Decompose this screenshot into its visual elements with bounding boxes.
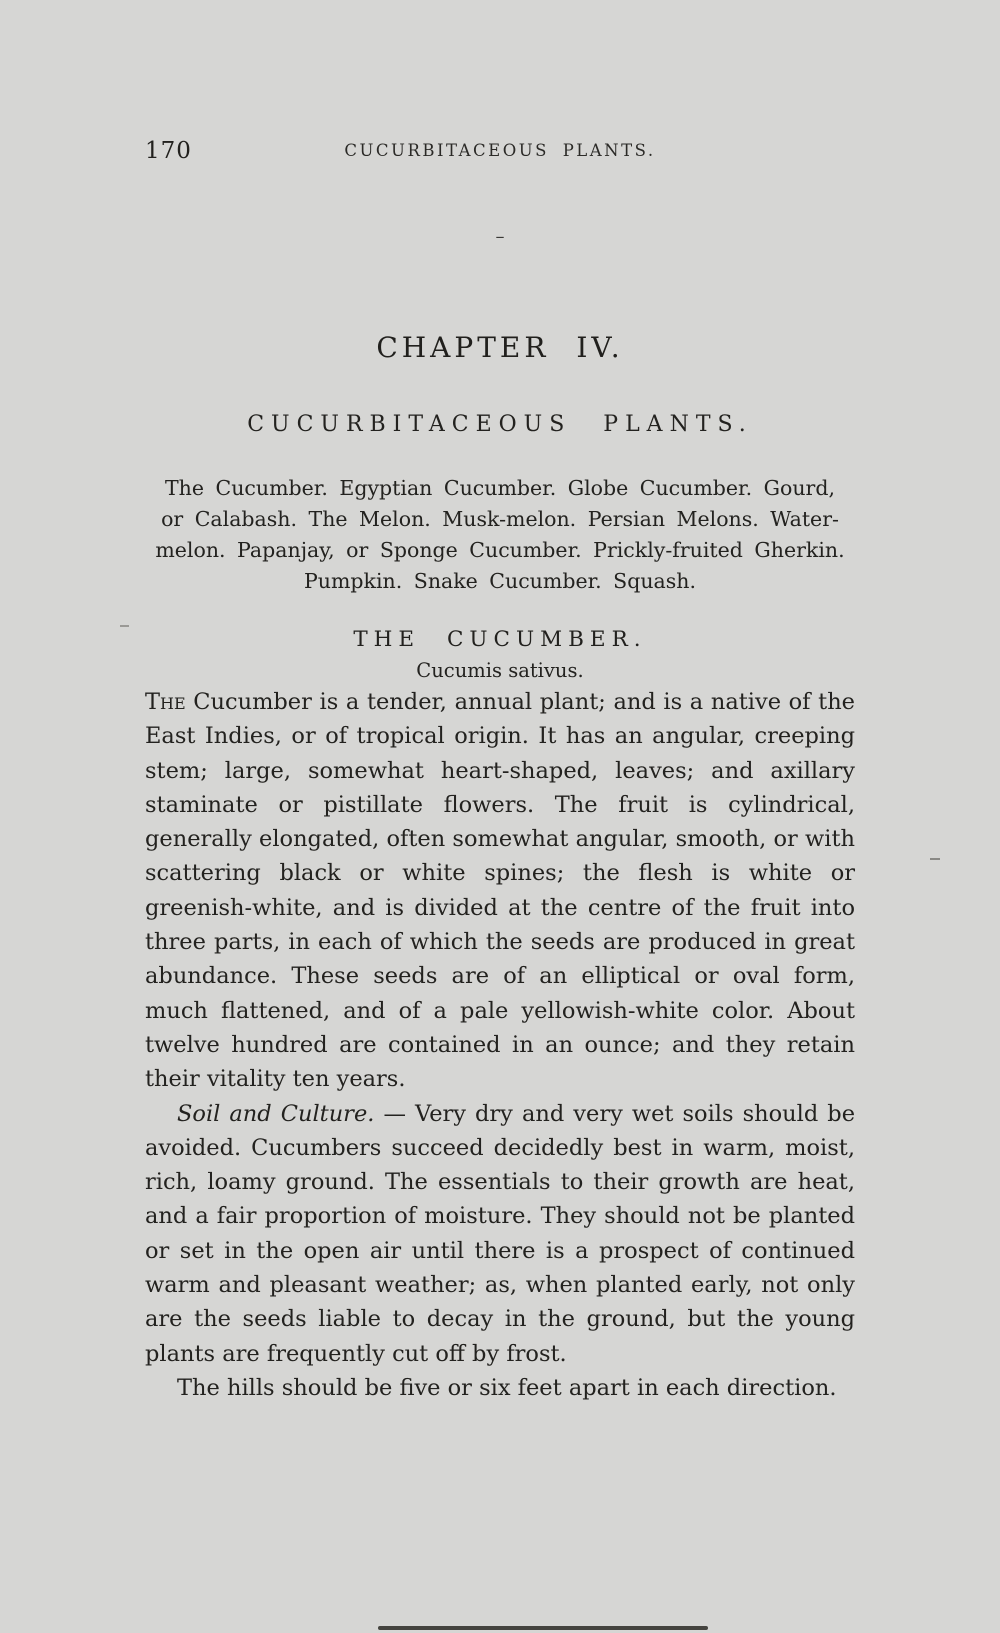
- divider-mark: –: [495, 226, 505, 247]
- paragraph-description: [145, 685, 855, 1097]
- text-column: [145, 0, 855, 1405]
- paragraph-description-text: Cucumber is a tender, annual plant; and is a native of the East Indies, or of tropical origin. It has an angular, creeping stem; large, somewhat heart-shaped, leaves; and axillary staminate or pistillate flowers. The fruit is cylindrical, generally elongated, often somewhat angular, smooth, or with scattering black or white spines; the flesh is white or greenish-white, and is divided at the centre of the fruit into three parts, in each of which the seeds are produced in great abundance. These seeds are of an elliptical or oval form, much flattened, and of a pale yellowish-white color. About twelve hundred are contained in an ounce; and they retain their vitality ten years.: [145, 689, 855, 1093]
- section-title: THE CUCUMBER.: [353, 627, 647, 652]
- paragraph-hills: The hills should be five or six feet apart in each direction.: [177, 1374, 837, 1401]
- scan-artifact-right: [930, 858, 940, 860]
- chapter-contents-list: The Cucumber. Egyptian Cucumber. Globe Cucumber. Gourd, or Calabash. The Melon. Musk-melon. Persian Melons. Water-melon. Papanjay, or Sponge Cucumber. Prickly-fruited Gherkin. Pumpkin. Snake Cucumber. Squash.: [155, 476, 845, 593]
- running-header: CUCURBITACEOUS PLANTS.: [344, 141, 656, 160]
- paragraph-soil-and-culture: [145, 1097, 855, 1371]
- italic-lead-phrase: Soil and Culture.: [177, 1100, 375, 1127]
- page-header: [145, 138, 855, 164]
- smallcaps-lead-word: The: [145, 689, 186, 715]
- scan-artifact-bottom-line: [378, 1626, 708, 1630]
- chapter-subtitle: CUCURBITACEOUS PLANTS.: [247, 412, 753, 437]
- species-name: Cucumis sativus.: [416, 659, 584, 682]
- page-number: 170: [145, 138, 192, 164]
- chapter-title: CHAPTER IV.: [376, 331, 624, 364]
- paragraph-soil-and-culture-text: — Very dry and very wet soils should be avoided. Cucumbers succeed decidedly best in warm, moist, rich, loamy ground. The essentials to their growth are heat, and a fair proportion of moisture. They should not be planted or set in the open air until there is a prospect of continued warm and pleasant weather; as, when planted early, not only are the seeds liable to decay in the ground, but the young plants are frequently cut off by frost.: [145, 1100, 856, 1367]
- scan-artifact-left: [120, 625, 129, 627]
